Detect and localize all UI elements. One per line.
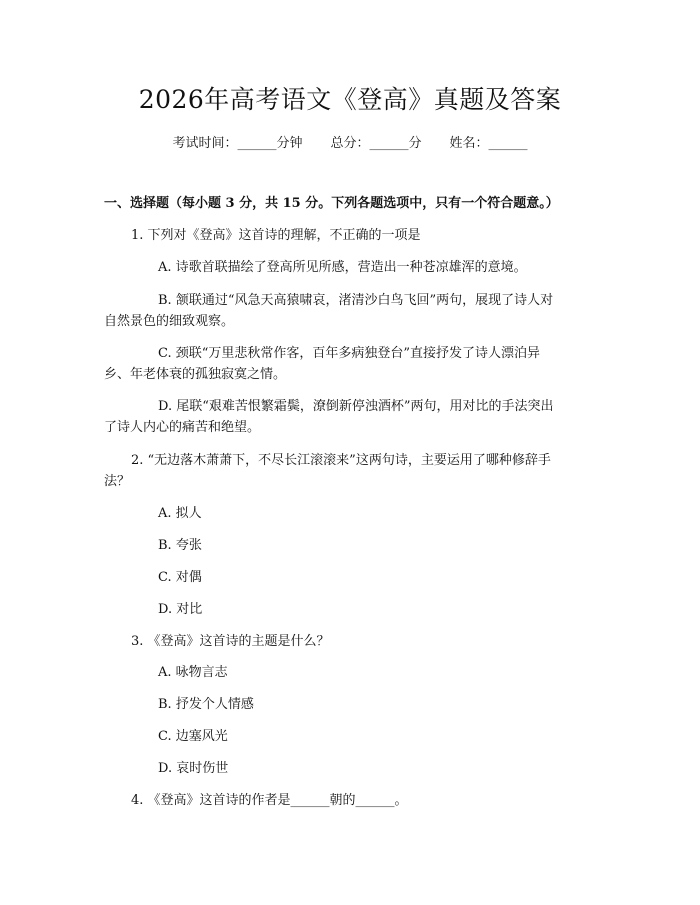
question-3-option-b: B. 抒发个人情感 <box>158 697 254 712</box>
question-4-stem: 4. 《登高》这首诗的作者是______朝的______。 <box>131 793 408 808</box>
question-3-option-d: D. 哀时伤世 <box>158 761 229 776</box>
question-1-option-c: C. 颈联“万里悲秋常作客，百年多病独登台”直接抒发了诗人漂泊异 <box>158 346 541 361</box>
question-1-option-c-cont: 乡、年老体衰的孤独寂寞之情。 <box>104 367 287 382</box>
exam-time-field: 考试时间：______分钟 <box>172 136 303 151</box>
question-1-option-d: D. 尾联“艰难苦恨繁霜鬓，潦倒新停浊酒杯”两句，用对比的手法突出 <box>158 399 554 414</box>
question-3-stem: 3. 《登高》这首诗的主题是什么？ <box>131 634 330 649</box>
exam-meta <box>0 132 700 151</box>
section-heading-choice: 一、选择题（每小题 3 分，共 15 分。下列各题选项中，只有一个符合题意。） <box>104 196 559 211</box>
question-3-option-a: A. 咏物言志 <box>158 665 228 680</box>
question-2-stem-cont: 法？ <box>104 474 131 489</box>
question-2-option-c: C. 对偶 <box>158 570 202 585</box>
question-1-option-b: B. 颔联通过“风急天高猿啸哀，渚清沙白鸟飞回”两句，展现了诗人对 <box>158 293 554 308</box>
question-2-option-d: D. 对比 <box>158 602 203 617</box>
question-2-option-b: B. 夸张 <box>158 538 202 553</box>
question-2-stem: 2. “无边落木萧萧下，不尽长江滚滚来”这两句诗，主要运用了哪种修辞手 <box>131 453 551 468</box>
question-3-option-c: C. 边塞风光 <box>158 729 228 744</box>
question-1-stem: 1. 下列对《登高》这首诗的理解，不正确的一项是 <box>131 228 421 243</box>
question-2-option-a: A. 拟人 <box>158 506 202 521</box>
question-1-option-d-cont: 了诗人内心的痛苦和绝望。 <box>104 420 261 435</box>
question-1-option-a: A. 诗歌首联描绘了登高所见所感，营造出一种苍凉雄浑的意境。 <box>158 260 527 275</box>
name-field: 姓名：______ <box>449 136 528 151</box>
total-score-field: 总分：______分 <box>330 136 422 151</box>
page-title: 2026年高考语文《登高》真题及答案 <box>138 85 562 114</box>
question-1-option-b-cont: 自然景色的细致观察。 <box>104 314 235 329</box>
